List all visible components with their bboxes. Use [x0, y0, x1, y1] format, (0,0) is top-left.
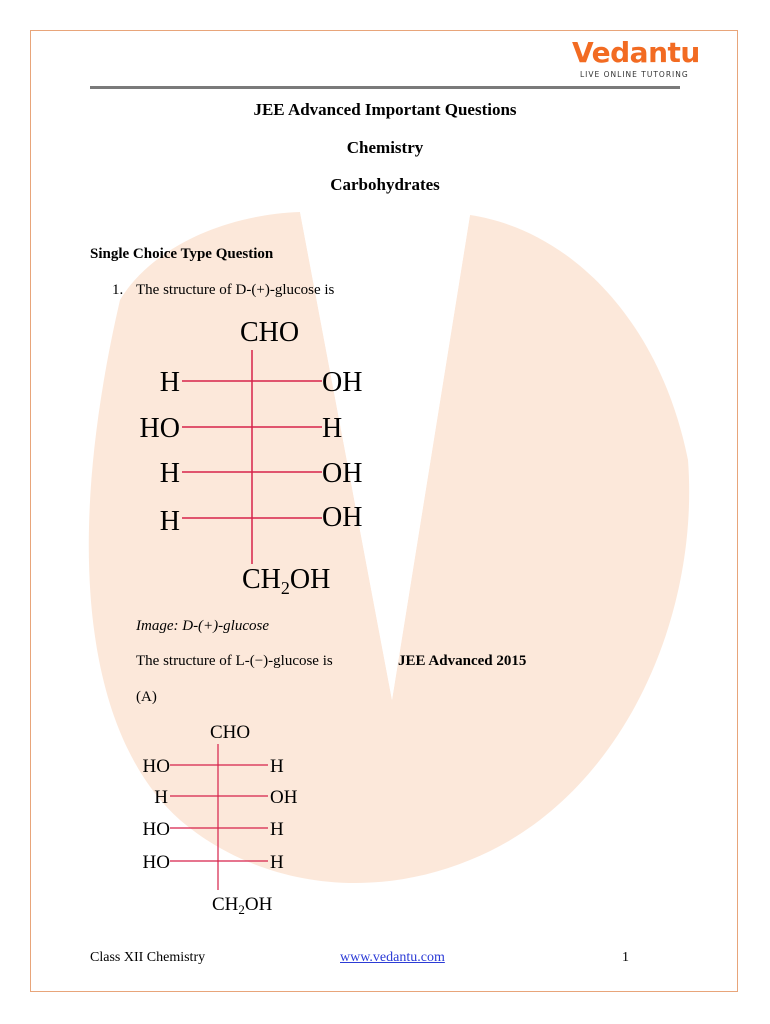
group-right-2: OH [270, 787, 298, 808]
footer-class-label: Class XII Chemistry [90, 950, 206, 965]
logo-tagline: LIVE ONLINE TUTORING [580, 70, 689, 79]
image-caption: Image: D-(+)-glucose [136, 618, 269, 634]
page-title: JEE Advanced Important Questions [253, 100, 517, 119]
group-right-3: H [270, 819, 284, 840]
group-left-2: H [154, 787, 168, 808]
group-left-1: H [159, 367, 180, 398]
group-bottom: $CH_2OH$ [212, 894, 273, 917]
group-right-1: H [270, 756, 284, 777]
group-top: CHO [240, 317, 300, 348]
exam-source-tag: JEE Advanced 2015 [398, 653, 527, 669]
group-left-2: HO [139, 413, 180, 444]
topic-title: Carbohydrates [330, 175, 440, 194]
option-a-label: (A) [136, 689, 157, 705]
followup-question-text: The structure of L-(−)-glucose is [136, 653, 333, 669]
group-bottom: $CH_2OH$ [242, 564, 331, 598]
group-right-1: OH [322, 367, 363, 398]
group-left-1: HO [142, 756, 170, 777]
group-right-4: OH [322, 502, 363, 533]
group-left-4: HO [142, 852, 170, 873]
section-heading: Single Choice Type Question [90, 246, 274, 262]
group-right-4: H [270, 852, 284, 873]
group-left-3: HO [142, 819, 170, 840]
group-top: CHO [210, 722, 251, 743]
group-right-3: OH [322, 458, 363, 489]
group-left-3: H [159, 458, 180, 489]
group-left-4: H [159, 506, 180, 537]
page-number: 1 [622, 950, 629, 965]
question-text: The structure of D-(+)-glucose is [136, 282, 335, 298]
d-glucose-structure [140, 317, 363, 598]
footer-website-link[interactable]: www.vedantu.com [340, 950, 445, 965]
option-a-structure [143, 722, 298, 917]
group-right-2: H [322, 413, 343, 444]
logo-wordmark: Vedantu [572, 36, 700, 69]
question-number: 1. [112, 282, 124, 298]
subject-title: Chemistry [346, 138, 424, 157]
